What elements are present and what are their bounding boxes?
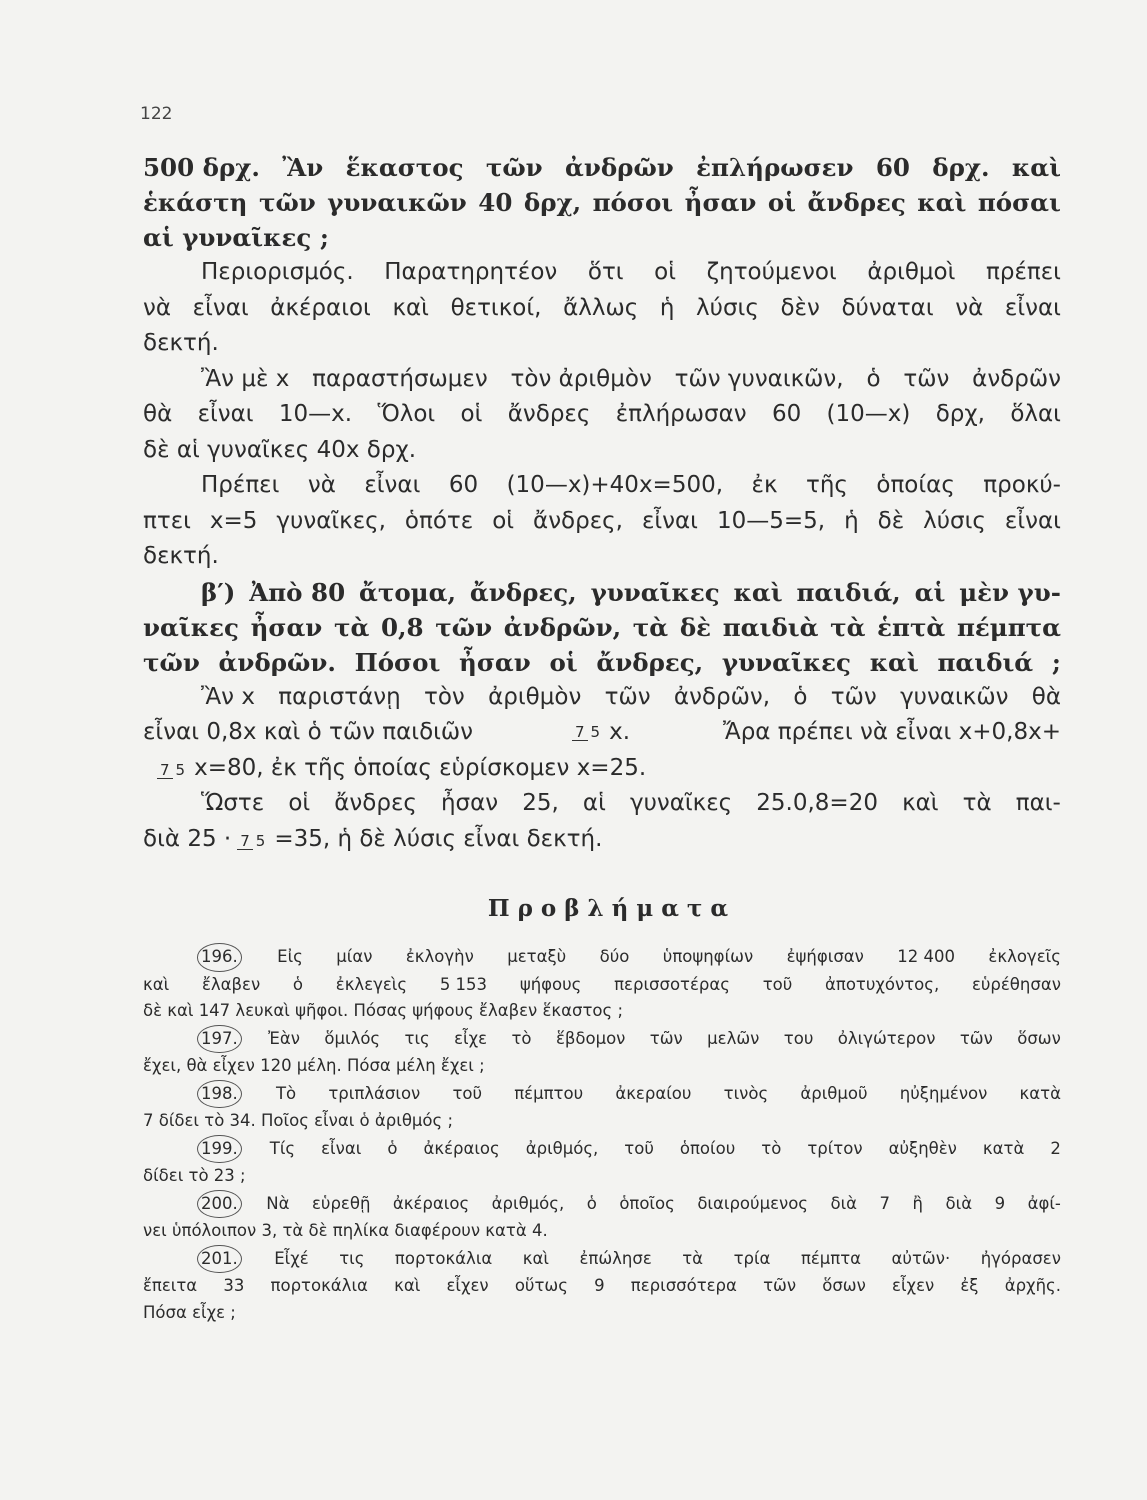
- fraction-denominator: 5: [590, 722, 601, 741]
- word: Νὰ: [266, 1193, 290, 1213]
- text-line: [143, 610, 1061, 645]
- word: πορτοκάλια: [270, 1276, 368, 1295]
- word: κατὰ: [1019, 1083, 1061, 1103]
- problem-item: [143, 1190, 1061, 1245]
- word: αὐτῶν·: [891, 1248, 951, 1268]
- word: τῶν: [649, 1028, 683, 1048]
- word: νὰ: [307, 472, 336, 498]
- word: β′): [201, 577, 236, 607]
- word: δὲ αἱ γυναῖκες 40x δρχ.: [143, 436, 417, 463]
- word: τῶν: [763, 1276, 797, 1295]
- word: 5 153: [439, 974, 488, 994]
- word: Παρατηρητέον: [384, 259, 558, 285]
- word: ἐπλήρωσαν: [615, 401, 747, 427]
- text-line: [143, 998, 1061, 1025]
- word: λύσις: [696, 294, 759, 321]
- word: ἔπειτα: [143, 1276, 198, 1295]
- word: καὶ: [1011, 153, 1061, 182]
- word: διαιρούμενος: [697, 1193, 808, 1213]
- word: καὶ: [394, 1276, 421, 1295]
- solution-b-line: [143, 822, 1061, 858]
- word: δίδει τὸ 23 ;: [143, 1166, 246, 1185]
- problem-number: 197.: [197, 1025, 242, 1054]
- word: ἔχει, θὰ εἶχεν 120 μέλη. Πόσα μέλη ἔχει ;: [143, 1056, 485, 1075]
- word: τὸν ἀριθμὸν: [510, 365, 652, 392]
- word: ἐπλήρωσεν: [696, 153, 854, 182]
- text-line: [143, 1273, 1061, 1300]
- word: καὶ: [869, 647, 919, 677]
- word: ἐκλογὴν: [405, 947, 474, 966]
- text-line: [143, 943, 1061, 972]
- text-line: [143, 1245, 1061, 1274]
- word: ὁ: [866, 365, 881, 392]
- word: γυναικῶν: [900, 683, 1009, 710]
- word: ἕκαστος: [345, 153, 464, 182]
- text-line: [143, 220, 1061, 255]
- word: ναῖκες: [143, 612, 239, 642]
- word: τῶν: [830, 683, 877, 710]
- word: x=5: [209, 507, 258, 534]
- word: ἀνδρῶν,: [673, 683, 771, 710]
- word: παραστήσωμεν: [312, 365, 488, 392]
- word: 10—x.: [278, 401, 353, 427]
- word: 0,8: [380, 612, 424, 642]
- word: πέμπτου: [514, 1083, 584, 1103]
- word: τὰ: [682, 1248, 704, 1268]
- word: ηὐξημένον: [899, 1083, 988, 1103]
- word: τοῦ: [762, 974, 793, 994]
- word: ὅτι: [587, 259, 624, 285]
- text-line: [143, 1135, 1061, 1164]
- solution-a: [143, 255, 1061, 575]
- word: τῶν: [435, 612, 493, 642]
- fraction-denominator: 5: [255, 831, 266, 850]
- word: 25.0,8=20: [756, 790, 878, 816]
- word: ἄλλως: [563, 294, 639, 321]
- word: 60: [875, 153, 910, 182]
- fraction-denominator: 5: [175, 760, 186, 779]
- text-line: [143, 1163, 1061, 1190]
- fraction: [566, 715, 630, 751]
- word: ἐκλεγεὶς: [335, 974, 408, 994]
- word: τὰ: [962, 790, 992, 816]
- word: θὰ: [1031, 683, 1061, 710]
- word: ἄνδρες,: [469, 577, 577, 607]
- text-span: x=80, ἐκ τῆς ὁποίας εὑρίσκομεν x=25.: [194, 754, 647, 781]
- text-line: [143, 150, 1061, 185]
- text-line: [143, 326, 1061, 362]
- word: ὑποψηφίων: [662, 947, 754, 966]
- problem-item: [143, 1245, 1061, 1327]
- word: ἀριθμὸν: [488, 683, 582, 710]
- word: γυναῖκες: [590, 577, 720, 607]
- word: ἦσαν: [250, 612, 323, 642]
- word: τὰ: [333, 612, 370, 642]
- text-column: [143, 150, 1061, 1326]
- problem-number: 201.: [197, 1245, 242, 1274]
- page-number: 122: [140, 104, 173, 124]
- solution-b-line: [143, 680, 1061, 716]
- word: πόσαι: [977, 188, 1061, 217]
- word: Πόσα εἶχε ;: [143, 1302, 236, 1322]
- word: Ἂν μὲ x: [201, 365, 290, 392]
- text-line: [143, 504, 1061, 540]
- word: ἐκ: [751, 472, 778, 498]
- word: ἑπτὰ: [877, 612, 946, 642]
- word: Ὥστε: [201, 790, 265, 816]
- word: μίαν: [336, 947, 373, 966]
- word: ὁποίου: [679, 1138, 736, 1158]
- word: ἄνδρες: [334, 790, 417, 816]
- word: δὲ καὶ 147 λευκαὶ ψῆφοι. Πόσας ψήφους ἔλαβεν ἕκαστος ;: [143, 1001, 624, 1020]
- problem-item: [143, 1135, 1061, 1190]
- word: γυναικῶν: [327, 188, 467, 217]
- word: (10—x)+40x=500,: [506, 472, 724, 498]
- word: ἦσαν: [684, 188, 757, 217]
- word: αἱ: [582, 790, 606, 816]
- word: τῶν: [903, 365, 950, 392]
- word: πέμπτα: [800, 1248, 862, 1268]
- word: γυναῖκες: [629, 790, 733, 816]
- word: ἐξ: [960, 1276, 979, 1295]
- word: 12 400: [897, 947, 956, 966]
- text-span: εἶναι 0,8x καὶ ὁ τῶν παιδιῶν: [143, 719, 474, 745]
- word: εἶχεν: [892, 1276, 935, 1295]
- word: ἕβδομον: [555, 1028, 626, 1048]
- word: καὶ: [143, 974, 170, 994]
- word: περισσοτέρας: [614, 974, 730, 994]
- word: ἀνδρῶν: [564, 153, 674, 182]
- word: Ὅλοι: [377, 401, 436, 427]
- word: προκύ-: [983, 472, 1061, 498]
- word: ἀποτυχόντος,: [825, 974, 940, 994]
- word: διὰ: [945, 1193, 973, 1213]
- word: του: [783, 1028, 814, 1048]
- text-line: [143, 291, 1061, 327]
- text-span: διὰ 25 ·: [143, 825, 232, 852]
- word: Ἐὰν: [268, 1028, 300, 1048]
- text-line: [143, 972, 1061, 999]
- word: Ἀπὸ 80: [249, 577, 346, 607]
- section-title: Προβλήματα: [487, 895, 737, 922]
- word: τρίτον: [807, 1138, 863, 1158]
- word: ἐπώλησε: [579, 1248, 652, 1268]
- fraction-numerator: 7: [237, 834, 253, 850]
- word: δρχ,: [523, 188, 582, 217]
- solution-b-line: [143, 751, 1061, 787]
- word: ὅσων: [822, 1276, 866, 1295]
- text-line: [143, 1025, 1061, 1054]
- word: τῶν γυναικῶν,: [674, 365, 844, 392]
- word: ὅμιλός: [324, 1028, 381, 1048]
- word: 500 δρχ.: [143, 153, 260, 182]
- word: δρχ,: [935, 401, 985, 427]
- word: Εἰς: [277, 947, 303, 966]
- word: τῶν: [258, 188, 316, 217]
- word: 60: [448, 472, 479, 498]
- word: δὲ: [679, 612, 712, 642]
- word: ἀριθμοῦ: [800, 1083, 868, 1103]
- fraction-numerator: 7: [572, 725, 588, 741]
- word: ἦσαν: [440, 790, 499, 816]
- word: θετικοί,: [450, 294, 542, 321]
- word: ὁ: [387, 1138, 398, 1158]
- word: 7 δίδει τὸ 34. Ποῖος εἶναι ὁ ἀριθμός ;: [143, 1111, 454, 1130]
- word: ὁ: [586, 1193, 597, 1213]
- word: τῶν: [143, 647, 200, 677]
- word: εἶναι: [1004, 507, 1061, 534]
- word: ὁποίας: [876, 472, 955, 498]
- word: τινὸς: [723, 1083, 769, 1103]
- word: καὶ: [733, 577, 783, 607]
- word: 40: [478, 188, 513, 217]
- word: ἄνδρες,: [596, 647, 704, 677]
- text-line: [143, 433, 1061, 469]
- word: ψήφους: [519, 974, 582, 994]
- word: ἀνδρῶν,: [503, 612, 622, 642]
- word: πτει: [143, 507, 191, 534]
- word: ἦσαν: [459, 647, 531, 677]
- word: τῶν: [485, 153, 543, 182]
- problem-item: [143, 1025, 1061, 1080]
- word: ἡ: [659, 294, 675, 321]
- word: ἀκέραιος: [392, 1193, 470, 1213]
- word: ἄτομα,: [359, 577, 456, 607]
- problem-number: 199.: [197, 1135, 242, 1164]
- word: ὀλιγώτερον: [837, 1028, 936, 1048]
- word: ὅλαι: [1010, 401, 1061, 427]
- word: νὰ: [143, 294, 172, 321]
- word: αὐξηθὲν: [888, 1138, 957, 1158]
- word: ἢ: [912, 1193, 924, 1213]
- problem-item: [143, 1080, 1061, 1135]
- text-line: [143, 185, 1061, 220]
- word: ἀκέραιοι: [270, 294, 371, 321]
- problem-item: [143, 943, 1061, 1025]
- word: Πρέπει: [201, 472, 280, 498]
- word: δρχ.: [932, 153, 990, 182]
- text-line: [143, 1108, 1061, 1135]
- word: τριπλάσιον: [328, 1083, 421, 1103]
- word: εἶχεν: [446, 1276, 489, 1295]
- word: ἄνδρες: [807, 188, 906, 217]
- word: μεταξὺ: [507, 947, 567, 966]
- word: οἱ: [767, 188, 797, 217]
- word: λύσις: [923, 507, 986, 534]
- word: ὁπότε: [404, 507, 474, 534]
- word: ἄνδρες,: [533, 507, 623, 534]
- text-span: =35, ἡ δὲ λύσις εἶναι δεκτή.: [274, 825, 603, 852]
- word: πέμπτα: [956, 612, 1061, 642]
- problem-number: 196.: [197, 943, 242, 972]
- word: 9: [594, 1276, 605, 1295]
- word: οἱ: [549, 647, 578, 677]
- word: γυναῖκες: [721, 647, 851, 677]
- word: 25,: [522, 790, 559, 816]
- word: εἶχε: [454, 1028, 488, 1048]
- word: 2: [1050, 1138, 1061, 1158]
- word: τὸ: [511, 1028, 532, 1048]
- word: Ἂν x: [201, 683, 255, 710]
- text-line: [143, 1300, 1061, 1327]
- word: περισσότερα: [630, 1276, 737, 1295]
- problem-number: 200.: [197, 1190, 242, 1219]
- word: 9: [994, 1193, 1006, 1213]
- word: ἀνδρῶν: [972, 365, 1061, 392]
- word: εὑρεθῇ: [311, 1193, 371, 1213]
- solution-b-line: [143, 715, 1061, 751]
- word: ὁ: [793, 683, 808, 710]
- text-line: [143, 1190, 1061, 1219]
- word: τὰ: [632, 612, 669, 642]
- word: δὲν: [780, 294, 820, 321]
- text-line: [143, 575, 1061, 610]
- word: Τίς: [269, 1138, 296, 1158]
- word: δύναται: [841, 294, 934, 321]
- word: 7: [879, 1193, 891, 1213]
- word: ἀριθμοὶ: [867, 259, 956, 285]
- word: οὕτως: [514, 1276, 568, 1295]
- problem-number: 198.: [197, 1080, 242, 1109]
- word: ἀριθμός,: [491, 1193, 565, 1213]
- word: πορτοκάλια: [394, 1248, 493, 1268]
- word: Τὸ: [275, 1083, 297, 1103]
- word: ἐκλογεῖς: [988, 947, 1061, 966]
- word: παιδιά: [937, 647, 1034, 677]
- word: ἀριθμός,: [525, 1138, 599, 1158]
- word: παριστάνῃ: [278, 683, 401, 710]
- word: οἱ: [492, 507, 515, 534]
- text-line: [143, 1053, 1061, 1080]
- word: τοῦ: [624, 1138, 654, 1158]
- word: Πόσοι: [354, 647, 441, 677]
- word: κατὰ: [982, 1138, 1025, 1158]
- word: ὅσων: [1017, 1028, 1061, 1048]
- text-line: [143, 255, 1061, 291]
- solution-b: [143, 680, 1061, 858]
- word: τῶν: [959, 1028, 993, 1048]
- word: δεκτή.: [143, 543, 219, 569]
- word: ἀφί-: [1027, 1193, 1061, 1213]
- word: μὲν γυ-: [959, 577, 1061, 607]
- word: αἱ γυναῖκες ;: [143, 223, 329, 252]
- solution-b-line: [143, 786, 1061, 822]
- word: ζητούμενοι: [706, 259, 837, 285]
- word: τῶν: [604, 683, 651, 710]
- word: εἶναι: [192, 294, 249, 321]
- word: τοῦ: [452, 1083, 483, 1103]
- text-span: Ἄρα πρέπει νὰ εἶναι x+0,8x+: [723, 719, 1061, 745]
- word: νὰ: [955, 294, 984, 321]
- word: ἀκεραίου: [615, 1083, 692, 1103]
- word: ἡ: [844, 507, 859, 534]
- word: οἱ: [460, 401, 483, 427]
- word: καὶ: [522, 1248, 549, 1268]
- word: (10—x): [826, 401, 911, 427]
- word: παι-: [1015, 790, 1061, 816]
- word: τρία: [733, 1248, 771, 1268]
- word: καὶ: [917, 188, 967, 217]
- word: Εἶχέ: [274, 1248, 309, 1268]
- word: θὰ: [143, 401, 173, 427]
- word: νει ὑπόλοιπον 3, τὰ δὲ πηλίκα διαφέρουν κατὰ 4.: [143, 1221, 548, 1240]
- word: ἔλαβεν: [201, 974, 261, 994]
- problem-statement-a: [143, 150, 1061, 255]
- word: ὁ: [292, 974, 304, 994]
- word: ἐψήφισαν: [786, 947, 864, 966]
- word: διὰ: [830, 1193, 858, 1213]
- word: ἀκέραιος: [423, 1138, 500, 1158]
- problems-list: [143, 943, 1061, 1326]
- word: εἶναι: [364, 472, 421, 498]
- word: εἶναι: [641, 507, 698, 534]
- word: Ἂν: [282, 153, 324, 182]
- text-span: x.: [609, 719, 631, 745]
- word: καὶ: [392, 294, 429, 321]
- word: 10—5=5,: [716, 507, 826, 534]
- word: εἶναι: [321, 1138, 362, 1158]
- word: ὁποῖος: [619, 1193, 675, 1213]
- word: δύο: [599, 947, 630, 966]
- word: τις: [339, 1248, 365, 1268]
- word: ἠγόρασεν: [980, 1248, 1061, 1268]
- text-line: [143, 468, 1061, 504]
- word: μελῶν: [707, 1028, 760, 1048]
- text-line: [143, 397, 1061, 433]
- word: εἶναι: [1004, 294, 1061, 321]
- word: πρέπει: [986, 259, 1061, 285]
- text-line: [143, 1080, 1061, 1109]
- word: αἱ: [914, 577, 946, 607]
- word: παιδιὰ: [722, 612, 819, 642]
- problem-statement-b: [143, 575, 1061, 680]
- word: 60: [771, 401, 802, 427]
- word: εἶναι: [197, 401, 254, 427]
- word: δεκτή.: [143, 330, 219, 356]
- word: ;: [1051, 647, 1061, 677]
- word: ἀνδρῶν.: [218, 647, 336, 677]
- word: τὸν: [424, 683, 465, 710]
- word: δὲ: [877, 507, 905, 534]
- text-line: [143, 539, 1061, 575]
- word: ἄνδρες: [507, 401, 591, 427]
- word: καὶ: [902, 790, 939, 816]
- word: εὑρέθησαν: [971, 974, 1061, 994]
- word: οἱ: [654, 259, 677, 285]
- word: τῆς: [805, 472, 848, 498]
- word: τις: [404, 1028, 430, 1048]
- word: οἱ: [288, 790, 311, 816]
- word: τὸ: [761, 1138, 782, 1158]
- word: γυναῖκες,: [276, 507, 386, 534]
- text-line: [143, 645, 1061, 680]
- word: πόσοι: [592, 188, 674, 217]
- word: ἑκάστη: [143, 188, 248, 217]
- word: ἀρχῆς.: [1004, 1276, 1061, 1295]
- word: Περιορισμός.: [201, 259, 354, 285]
- word: 33: [223, 1276, 245, 1295]
- word: τὰ: [830, 612, 866, 642]
- word: παιδιά,: [796, 577, 901, 607]
- fraction-numerator: 7: [157, 763, 173, 779]
- text-line: [143, 1218, 1061, 1245]
- text-line: [143, 362, 1061, 398]
